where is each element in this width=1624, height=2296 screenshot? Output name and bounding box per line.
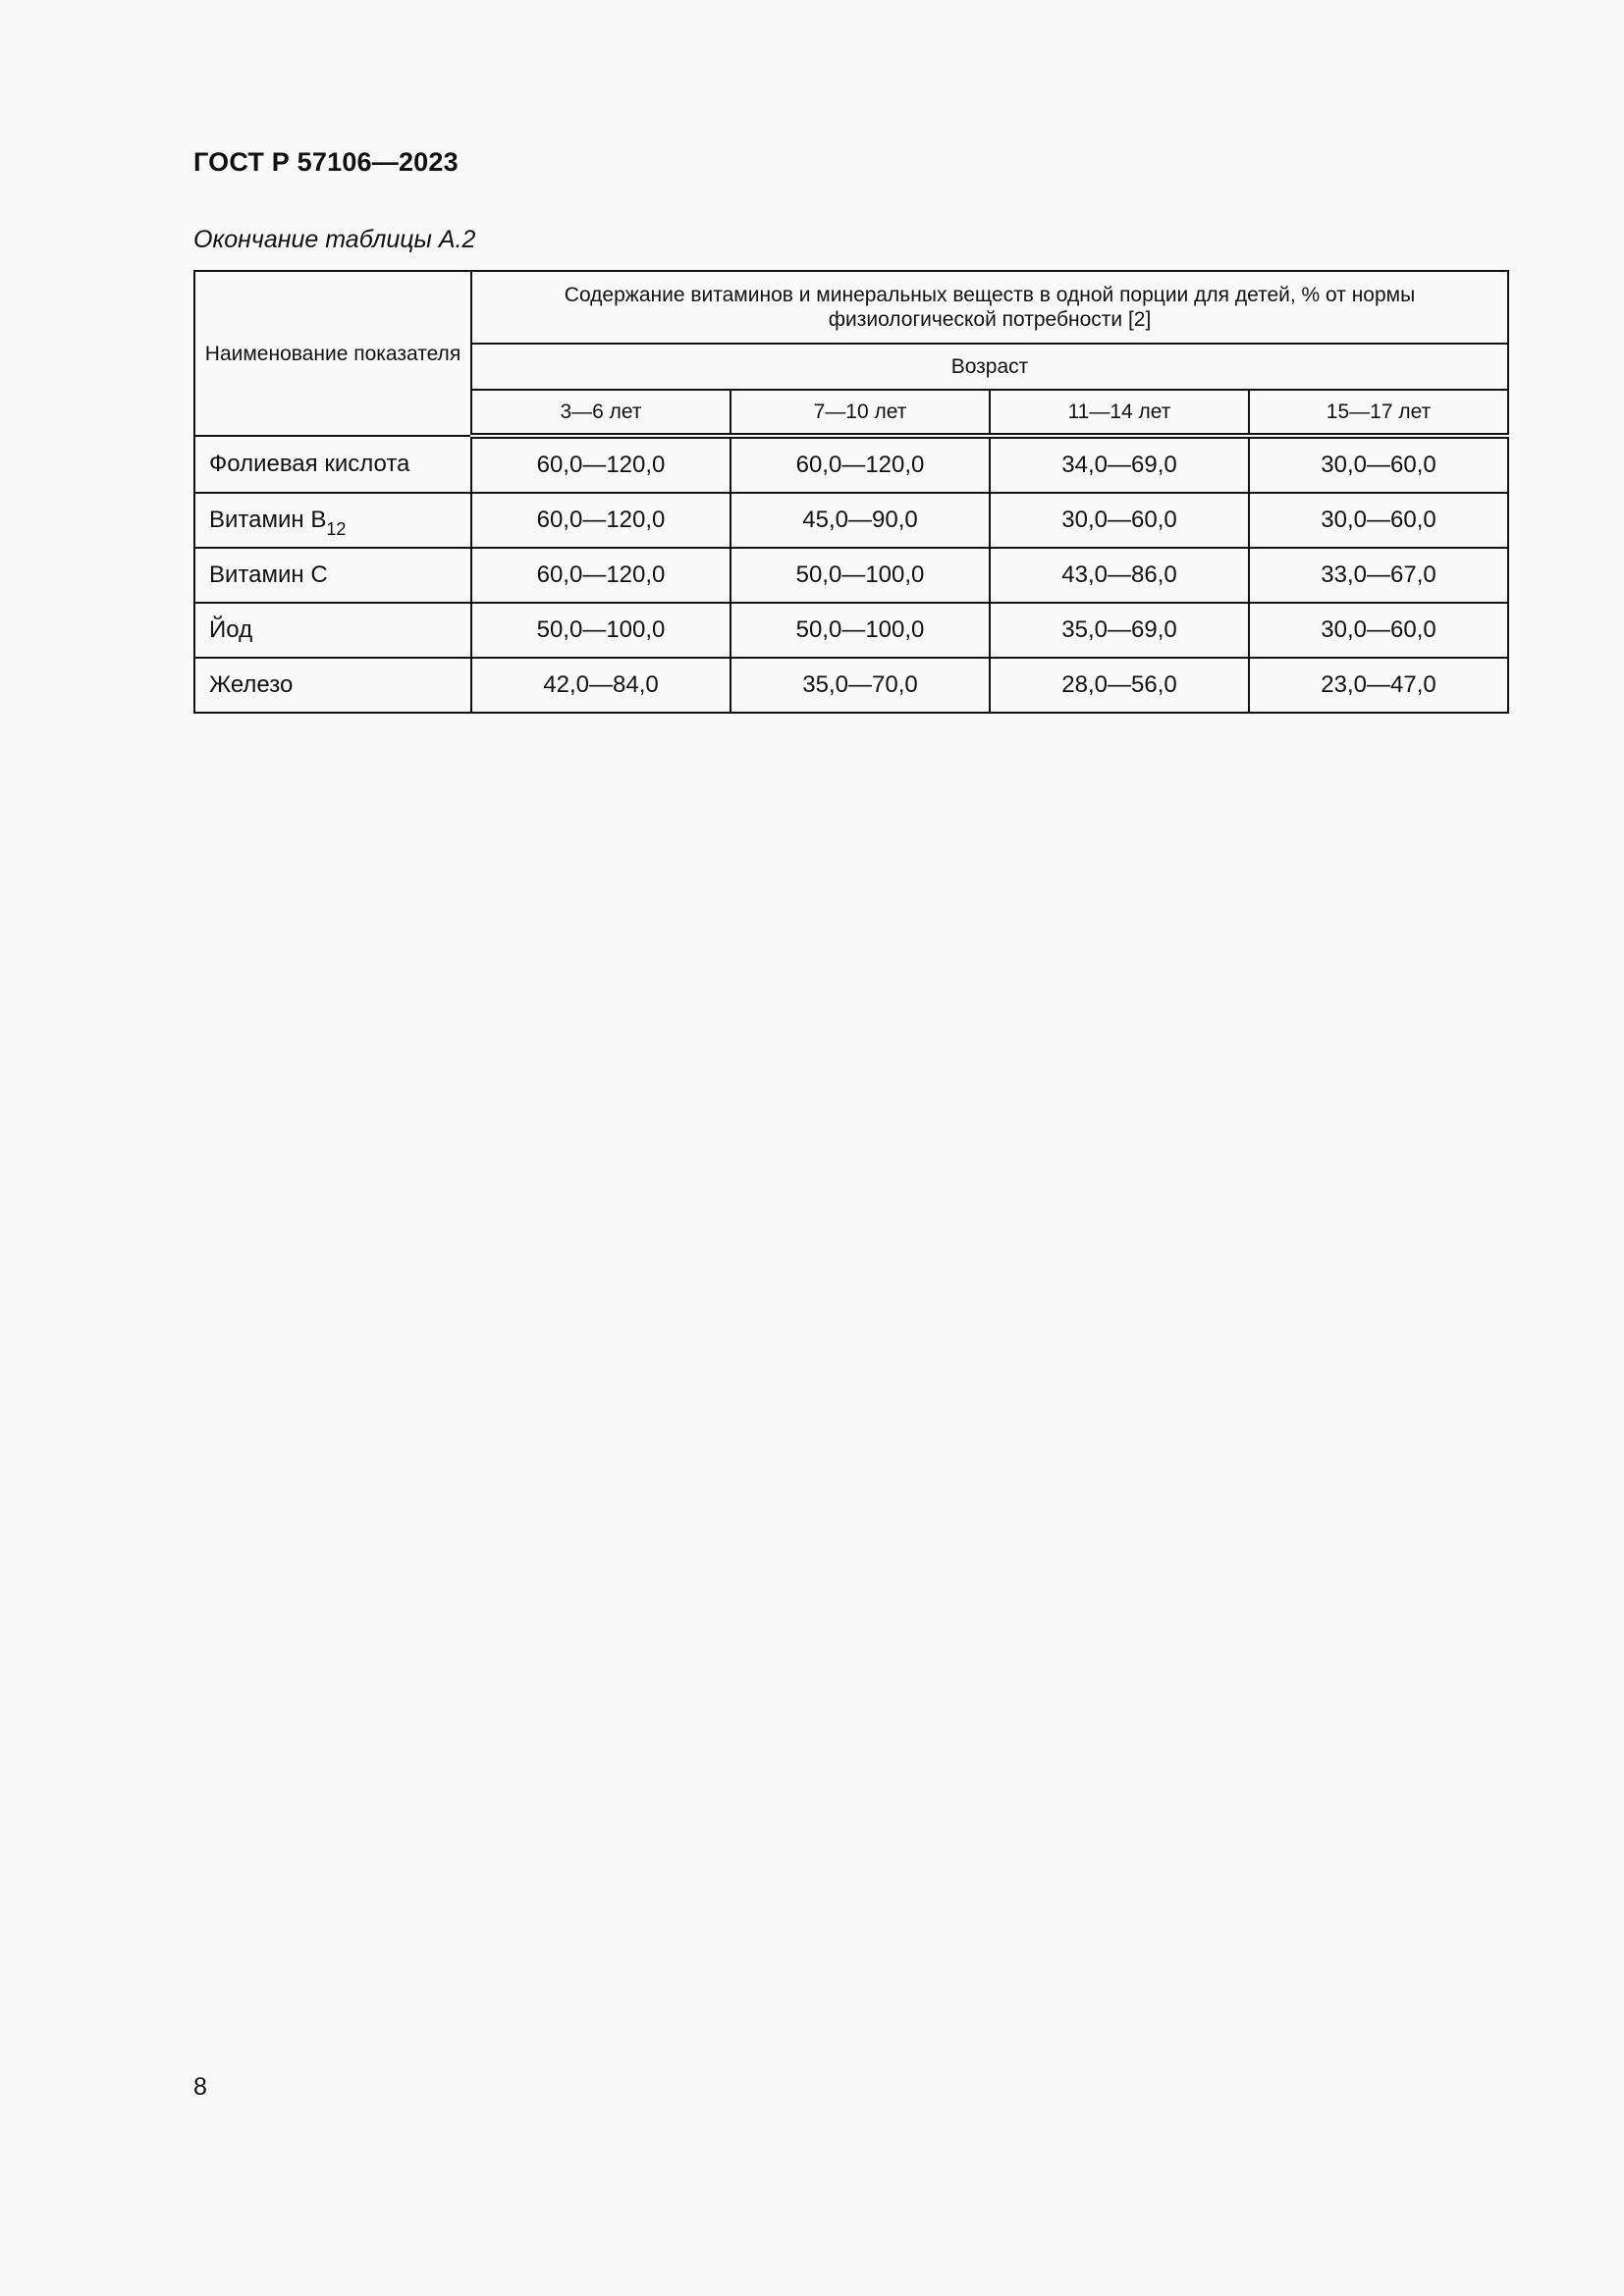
value-cell: 30,0—60,0 [990, 493, 1249, 548]
table-row [194, 658, 1508, 713]
value-cell: 30,0—60,0 [1249, 493, 1508, 548]
value-cell: 60,0—120,0 [471, 493, 731, 548]
value-cell: 35,0—69,0 [990, 603, 1249, 658]
header-content-title: Содержание витаминов и минеральных веществ в одной порции для детей, % от нормы физиологической потребности [2] [471, 271, 1508, 344]
row-name-cell [194, 603, 471, 658]
row-name: Витамин С [209, 561, 328, 588]
page-number: 8 [193, 2073, 207, 2101]
value-cell: 60,0—120,0 [731, 436, 990, 493]
value-cell: 45,0—90,0 [731, 493, 990, 548]
value-cell: 30,0—60,0 [1249, 436, 1508, 493]
row-name-cell [194, 548, 471, 603]
row-name-cell [194, 493, 471, 548]
header-age-group: 15—17 лет [1249, 390, 1508, 436]
value-cell: 50,0—100,0 [471, 603, 731, 658]
table-row [194, 548, 1508, 603]
header-age-group: 3—6 лет [471, 390, 731, 436]
row-name-cell [194, 436, 471, 493]
value-cell: 33,0—67,0 [1249, 548, 1508, 603]
row-name: Железо [209, 671, 294, 698]
row-name: Фолиевая кислота [209, 451, 410, 477]
value-cell: 34,0—69,0 [990, 436, 1249, 493]
value-cell: 60,0—120,0 [471, 548, 731, 603]
value-cell: 30,0—60,0 [1249, 603, 1508, 658]
value-cell: 23,0—47,0 [1249, 658, 1508, 713]
header-name-column: Наименование показателя [194, 271, 471, 436]
row-name-subscript: 12 [326, 519, 347, 539]
value-cell: 42,0—84,0 [471, 658, 731, 713]
header-age-title: Возраст [471, 344, 1508, 390]
value-cell: 43,0—86,0 [990, 548, 1249, 603]
value-cell: 35,0—70,0 [731, 658, 990, 713]
header-age-group: 11—14 лет [990, 390, 1249, 436]
row-name: Витамин В [209, 507, 327, 533]
value-cell: 50,0—100,0 [731, 548, 990, 603]
table-caption: Окончание таблицы А.2 [193, 226, 476, 253]
nutrient-table [193, 270, 1509, 714]
value-cell: 28,0—56,0 [990, 658, 1249, 713]
row-name-cell [194, 658, 471, 713]
table-row [194, 493, 1508, 548]
row-name: Йод [209, 616, 253, 643]
document-header: ГОСТ Р 57106—2023 [193, 147, 459, 177]
table-row [194, 603, 1508, 658]
header-age-group: 7—10 лет [731, 390, 990, 436]
value-cell: 50,0—100,0 [731, 603, 990, 658]
table-row [194, 436, 1508, 493]
value-cell: 60,0—120,0 [471, 436, 731, 493]
